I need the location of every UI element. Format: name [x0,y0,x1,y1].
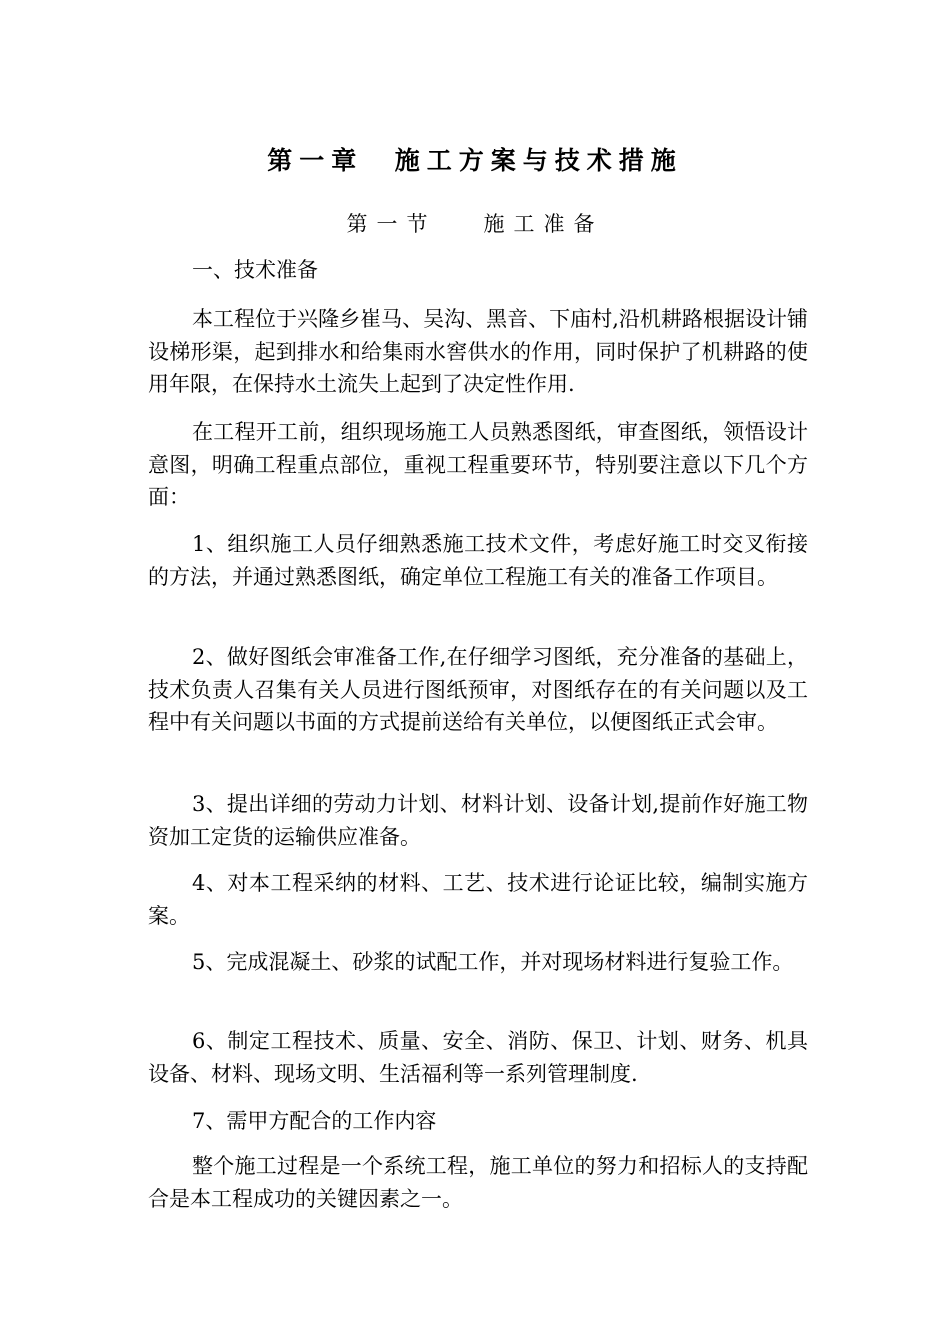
paragraph-before-construction: 在工程开工前，组织现场施工人员熟悉图纸，审查图纸，领悟设计意图，明确工程重点部位，重视工程重要环节，特别要注意以下几个方面： [148,420,808,509]
paragraph-item-4: 4、对本工程采纳的材料、工艺、技术进行论证比较，编制实施方案。 [148,871,808,928]
paragraph-project-location: 本工程位于兴隆乡崔马、吴沟、黑音、下庙村,沿机耕路根据设计铺设梯形渠，起到排水和给集雨水窖供水的作用，同时保护了机耕路的使用年限，在保持水土流失上起到了决定性作用. [148,307,808,396]
paragraph-item-3: 3、提出详细的劳动力计划、材料计划、设备计划,提前作好施工物资加工定货的运输供应准备。 [148,792,808,849]
heading-technical-preparation: 一、技术准备 [192,258,318,282]
paragraph-item-5: 5、完成混凝土、砂浆的试配工作，并对现场材料进行复验工作。 [192,950,794,974]
paragraph-item-7: 7、需甲方配合的工作内容 [192,1109,437,1133]
paragraph-item-2: 2、做好图纸会审准备工作,在仔细学习图纸，充分准备的基础上，技术负责人召集有关人员进行图纸预审，对图纸存在的有关问题以及工程中有关问题以书面的方式提前送给有关单位，以便图纸正式会审。 [148,645,808,734]
paragraph-item-6: 6、制定工程技术、质量、安全、消防、保卫、计划、财务、机具设备、材料、现场文明、生活福利等一系列管理制度. [148,1029,808,1086]
section-title: 第一节 施工准备 [346,212,604,236]
chapter-title: 第一章 施工方案与技术措施 [267,146,683,175]
paragraph-item-1: 1、组织施工人员仔细熟悉施工技术文件，考虑好施工时交叉衔接的方法，并通过熟悉图纸，确定单位工程施工有关的准备工作项目。 [148,532,808,589]
paragraph-closing: 整个施工过程是一个系统工程，施工单位的努力和招标人的支持配合是本工程成功的关键因素之一。 [148,1154,808,1211]
